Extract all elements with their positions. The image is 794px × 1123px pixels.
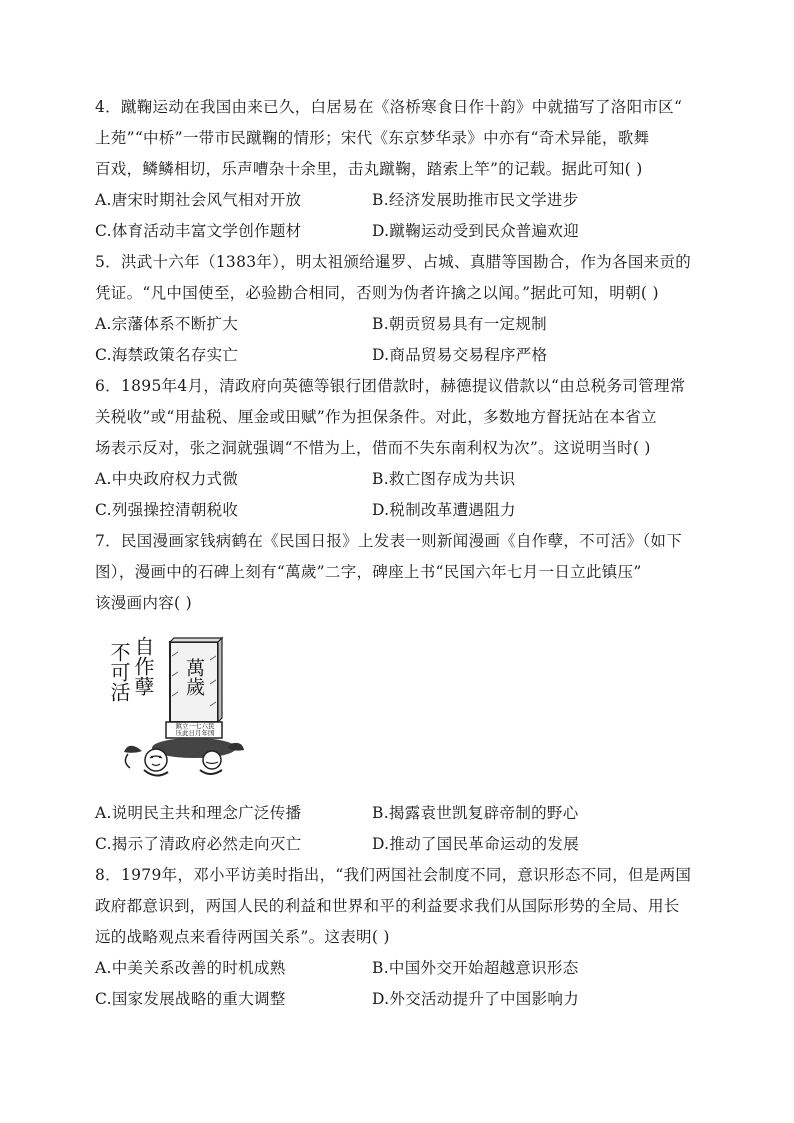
q8-line-2: 政府都意识到，两国人民的利益和世界和平的利益要求我们从国际形势的全局、用长 xyxy=(95,897,680,915)
q6-option-d[interactable]: D.税制改革遭遇阻力 xyxy=(372,501,516,519)
q6-option-b[interactable]: B.救亡图存成为共识 xyxy=(372,470,516,488)
q4-line-1: 4．蹴鞠运动在我国由来已久，白居易在《洛桥寒食日作十韵》中就描写了洛阳市区“ xyxy=(95,98,683,116)
cartoon-head-right xyxy=(203,751,221,769)
q5-line-2: 凭证。“凡中国使至，必验勘合相同，否则为伪者许擒之以闻。”据此可知，明朝( ) xyxy=(95,284,659,302)
q7-option-d[interactable]: D.推动了国民革命运动的发展 xyxy=(372,835,580,853)
cartoon-tablet-text: 萬歲 xyxy=(183,658,205,696)
q7-option-c[interactable]: C.揭示了清政府必然走向灭亡 xyxy=(95,835,302,853)
cartoon-arm-left xyxy=(124,746,142,753)
cartoon-base-line-2: 压此日月年国 xyxy=(175,729,215,737)
q5-option-c[interactable]: C.海禁政策名存实亡 xyxy=(95,346,239,364)
q5-option-b[interactable]: B.朝贡贸易具有一定规制 xyxy=(372,315,547,333)
cartoon-illustration xyxy=(108,636,248,786)
q4-option-b[interactable]: B.经济发展助推市民文学进步 xyxy=(372,191,579,209)
q4-line-3: 百戏，鳞鳞相切，乐声嘈杂十余里，击丸蹴鞠，踏索上竿”的记载。据此可知( ) xyxy=(95,160,643,178)
q7-line-1: 7．民国漫画家钱病鹤在《民国日报》上发表一则新闻漫画《自作孽，不可活》（如下 xyxy=(95,532,683,550)
q6-option-a[interactable]: A.中央政府权力式微 xyxy=(95,470,239,488)
cartoon-title-col-1-text: 不可活 xyxy=(107,642,131,702)
cartoon-head-left xyxy=(145,749,167,771)
q4-option-c[interactable]: C.体育活动丰富文学创作题材 xyxy=(95,222,302,240)
q6-line-2: 关税收”或“用盐税、厘金或田赋”作为担保条件。对此，多数地方督抚站在本省立 xyxy=(95,408,657,426)
q4-option-d[interactable]: D.蹴鞠运动受到民众普遍欢迎 xyxy=(372,222,580,240)
cartoon-base-line-1: 鎮立一七六民 xyxy=(175,722,215,730)
cartoon-title-col-2-text: 自作孽 xyxy=(131,636,155,696)
q5-line-1: 5．洪武十六年（1383年），明太祖颁给暹罗、占城、真腊等国勘合，作为各国来贡的 xyxy=(95,253,692,271)
q7-option-b[interactable]: B.揭露袁世凯复辟帝制的野心 xyxy=(372,804,579,822)
q7-option-a[interactable]: A.说明民主共和理念广泛传播 xyxy=(95,804,302,822)
q8-line-3: 远的战略观点来看待两国关系”。这表明( ) xyxy=(95,928,390,946)
q8-option-b[interactable]: B.中国外交开始超越意识形态 xyxy=(372,959,579,977)
q4-line-2: 上苑”“中桥”一带市民蹴鞠的情形；宋代《东京梦华录》中亦有“奇术异能，歌舞 xyxy=(95,129,650,147)
q7-line-3: 该漫画内容( ) xyxy=(95,594,192,612)
cartoon-figure xyxy=(108,636,248,786)
q8-option-d[interactable]: D.外交活动提升了中国影响力 xyxy=(372,990,580,1008)
q8-line-1: 8．1979年，邓小平访美时指出，“我们两国社会制度不同，意识形态不同，但是两国 xyxy=(95,866,692,884)
q5-option-d[interactable]: D.商品贸易交易程序严格 xyxy=(372,346,548,364)
q6-option-c[interactable]: C.列强操控清朝税收 xyxy=(95,501,239,519)
q8-option-a[interactable]: A.中美关系改善的时机成熟 xyxy=(95,959,286,977)
q4-option-a[interactable]: A.唐宋时期社会风气相对开放 xyxy=(95,191,302,209)
q5-option-a[interactable]: A.宗藩体系不断扩大 xyxy=(95,315,239,333)
q6-line-3: 场表示反对，张之洞就强调“不惜为上，借而不失东南利权为次”。这说明当时( ) xyxy=(95,439,651,457)
q7-line-2: 图），漫画中的石碑上刻有“萬歲”二字，碑座上书“民国六年七月一日立此镇压” xyxy=(95,563,642,581)
q6-line-1: 6．1895年4月，清政府向英德等银行团借款时，赫德提议借款以“由总税务司管理常 xyxy=(95,377,686,395)
q8-option-c[interactable]: C.国家发展战略的重大调整 xyxy=(95,990,286,1008)
